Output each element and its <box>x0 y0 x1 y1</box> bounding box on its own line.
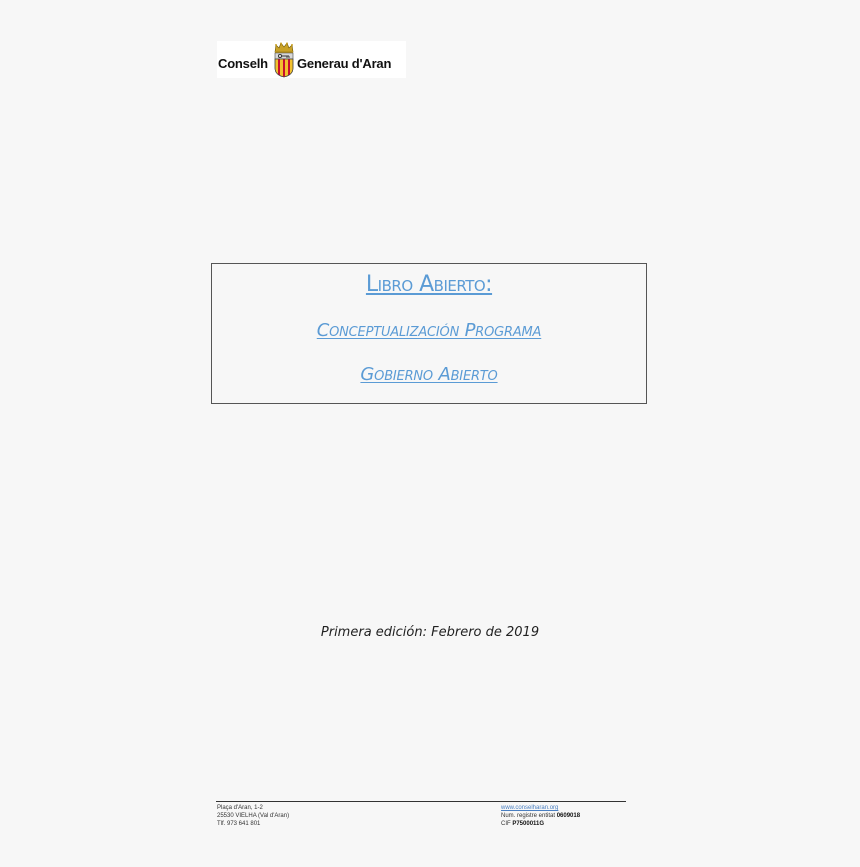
footer-registry <box>501 812 580 820</box>
title-line-gobierno-abierto: Gobierno Abierto <box>360 364 498 385</box>
footer-contact <box>501 804 580 828</box>
footer-address-line: 25530 VIELHA (Val d'Aran) <box>217 813 290 819</box>
footer-cif-value: P7500011G <box>512 821 545 827</box>
footer-address <box>217 804 289 828</box>
footer-address-line: Plaça d'Aran, 1-2 <box>217 805 263 811</box>
footer-cif <box>501 820 580 828</box>
logo-text-conselh: Conselh <box>218 56 268 71</box>
document-title-box <box>211 263 647 404</box>
logo-text-generau-daran: Generau d'Aran <box>297 56 392 71</box>
footer-divider <box>216 801 626 802</box>
footer-address-line: Tlf. 973 641 801 <box>217 821 261 827</box>
title-line-libro-abierto: Libro Abierto: <box>365 272 493 297</box>
edition-date: Primera edición: Febrero de 2019 <box>320 625 540 640</box>
footer-registry-label: Num. registre entitat <box>501 813 557 819</box>
aran-coat-of-arms-icon <box>272 42 296 78</box>
footer-cif-label: CIF <box>501 821 513 827</box>
footer-registry-value: 0609018 <box>556 813 581 819</box>
footer-website-link[interactable]: www.conselharan.org <box>501 805 559 811</box>
organization-logo <box>217 41 406 78</box>
title-line-conceptualizacion: Conceptualización Programa <box>316 320 542 341</box>
